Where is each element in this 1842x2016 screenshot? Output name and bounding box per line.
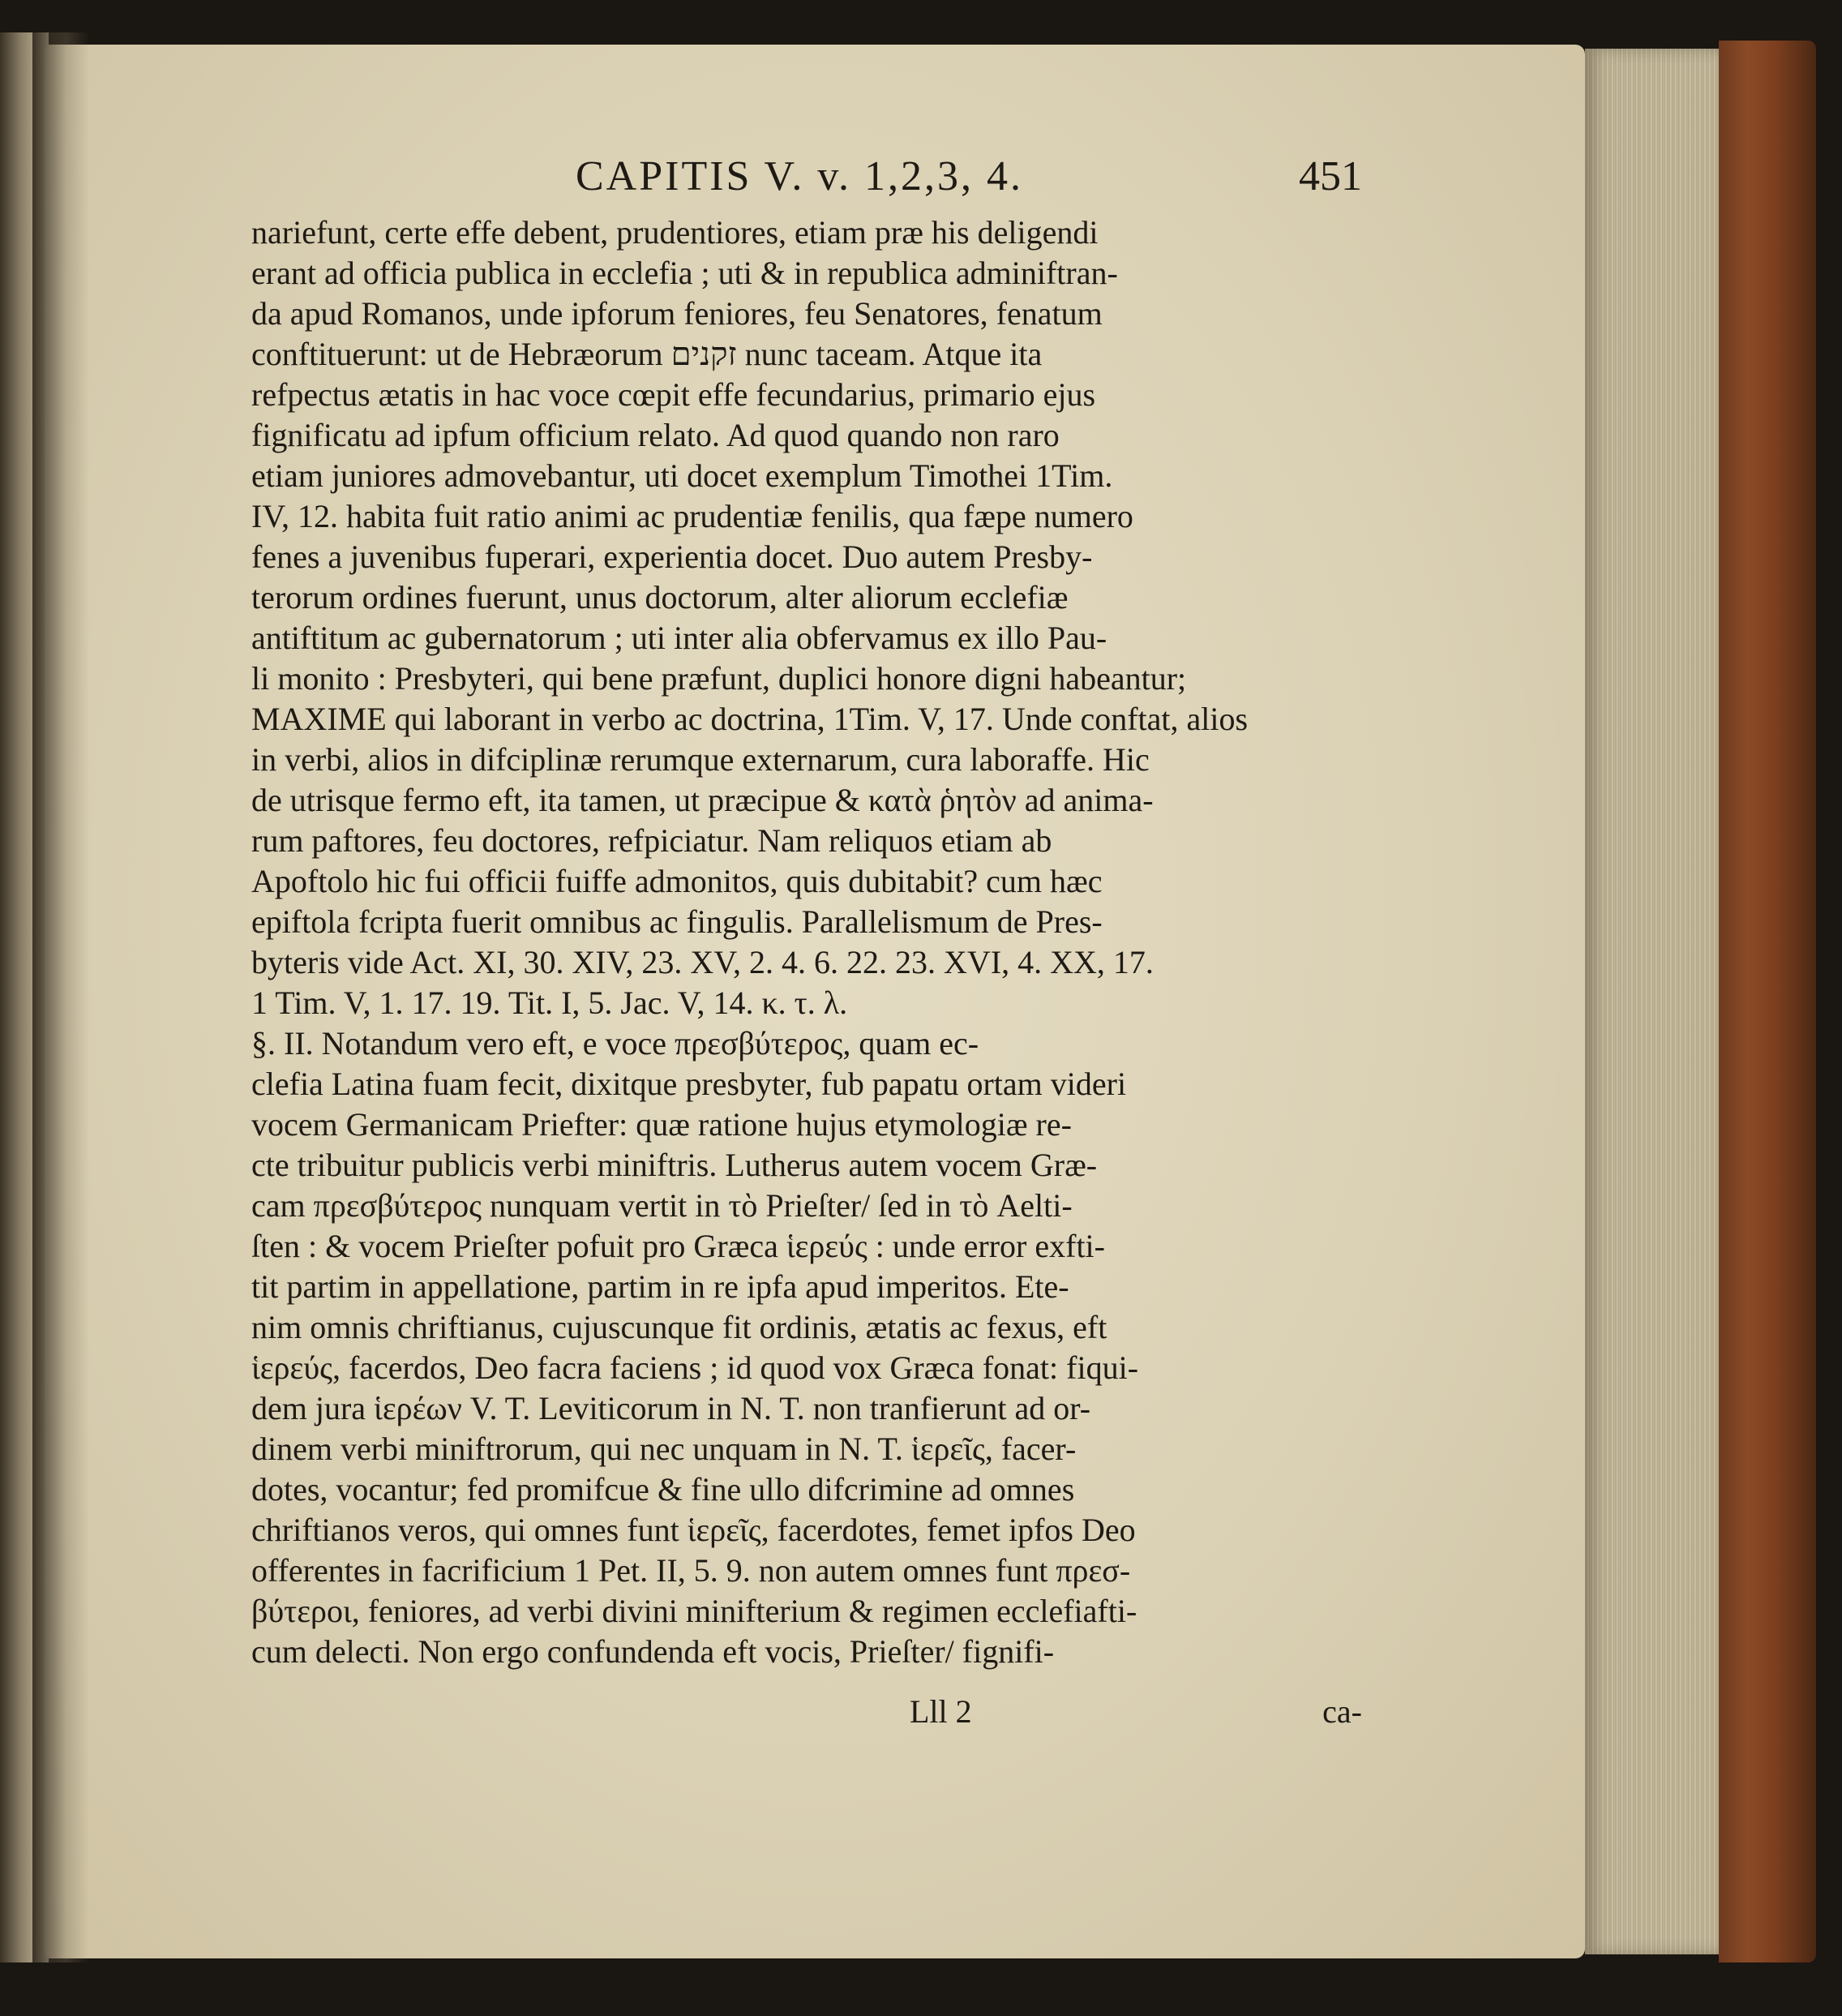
page-footer xyxy=(251,1692,1362,1732)
text-line: conftituerunt: ut de Hebræorum זקנים nunc taceam. Atque ita xyxy=(251,336,1043,372)
text-line: Apoftolo hic fui officii fuiffe admonitos, quis dubitabit? cum hæc xyxy=(251,863,1103,899)
running-title: CAPITIS V. v. 1,2,3, 4. xyxy=(576,153,1024,199)
text-line: cum delecti. Non ergo confundenda eft vocis, Prieſter/ fignifi- xyxy=(251,1633,1055,1670)
page-number: 451 xyxy=(1299,153,1362,199)
text-line: refpectus ætatis in hac voce cœpit effe fecundarius, primario ejus xyxy=(251,376,1096,413)
text-line: byteris vide Act. XI, 30. XIV, 23. XV, 2. 4. 6. 22. 23. XVI, 4. XX, 17. xyxy=(251,944,1154,980)
running-head xyxy=(272,152,1362,209)
signature-mark: Lll 2 xyxy=(910,1693,972,1730)
text-line: 1 Tim. V, 1. 17. 19. Tit. I, 5. Jac. V, 14. κ. τ. λ. xyxy=(251,984,848,1021)
text-line: de utrisque fermo eft, ita tamen, ut præcipue & κατὰ ῥητὸν ad anima- xyxy=(251,782,1154,818)
text-line: rum paftores, feu doctores, refpiciatur. Nam reliquos etiam ab xyxy=(251,822,1052,859)
text-line: terorum ordines fuerunt, unus doctorum, alter aliorum ecclefiæ xyxy=(251,579,1069,616)
text-line: cte tribuitur publicis verbi miniftris. Lutherus autem vocem Græ- xyxy=(251,1147,1098,1183)
text-line: fignificatu ad ipfum officium relato. Ad quod quando non raro xyxy=(251,417,1060,453)
text-line: tit partim in appellatione, partim in re ipfa apud imperitos. Ete- xyxy=(251,1268,1069,1305)
text-line: erant ad officia publica in ecclefia ; uti & in republica adminiftran- xyxy=(251,255,1118,291)
text-line: βύτεροι, feniores, ad verbi divini minifterium & regimen ecclefiafti- xyxy=(251,1593,1137,1629)
text-line: clefia Latina fuam fecit, dixitque presbyter, fub papatu ortam videri xyxy=(251,1066,1127,1102)
text-line: nim omnis chriftianus, cujuscunque fit ordinis, ætatis ac fexus, eft xyxy=(251,1309,1107,1345)
text-line: MAXIME qui laborant in verbo ac doctrina, 1Tim. V, 17. Unde conftat, alios xyxy=(251,701,1249,737)
catchword: ca- xyxy=(1322,1693,1362,1730)
text-line: da apud Romanos, unde ipforum feniores, feu Senatores, fenatum xyxy=(251,295,1103,332)
text-line: ſten : & vocem Prieſter pofuit pro Græca ἱερεύς : unde error exfti- xyxy=(251,1228,1105,1264)
text-line: fenes a juvenibus fuperari, experientia docet. Duo autem Presby- xyxy=(251,538,1093,575)
text-line: nariefunt, certe effe debent, prudentiores, etiam præ his deligendi xyxy=(251,214,1099,251)
text-line: in verbi, alios in difciplinæ rerumque externarum, cura laboraffe. Hic xyxy=(251,741,1150,778)
text-line: etiam juniores admovebantur, uti docet exemplum Timothei 1Tim. xyxy=(251,457,1113,494)
text-line: antiftitum ac gubernatorum ; uti inter alia obfervamus ex illo Pau- xyxy=(251,620,1107,656)
text-line: chriftianos veros, qui omnes funt ἱερεῖς, facerdotes, femet ipfos Deo xyxy=(251,1512,1136,1548)
text-line: ἱερεύς, facerdos, Deo facra faciens ; id quod vox Græca fonat: fiqui- xyxy=(251,1349,1139,1386)
text-line: dem jura ἱερέων V. T. Leviticorum in N. T. non tranfierunt ad or- xyxy=(251,1390,1091,1426)
text-line: epiftola fcripta fuerit omnibus ac fingulis. Parallelismum de Pres- xyxy=(251,903,1103,940)
text-line: IV, 12. habita fuit ratio animi ac prudentiæ fenilis, qua fæpe numero xyxy=(251,498,1133,534)
text-line: dinem verbi miniftrorum, qui nec unquam in N. T. ἱερεῖς, facer- xyxy=(251,1431,1077,1467)
text-line: dotes, vocantur; fed promifcue & fine ullo difcrimine ad omnes xyxy=(251,1471,1075,1508)
text-line: cam πρεσβύτερος nunquam vertit in τὸ Prieſter/ ſed in τὸ Aelti- xyxy=(251,1187,1073,1224)
text-line: offerentes in facrificium 1 Pet. II, 5. 9. non autem omnes funt πρεσ- xyxy=(251,1552,1131,1589)
text-line: vocem Germanicam Priefter: quæ ratione hujus etymologiæ re- xyxy=(251,1106,1072,1143)
text-line: §. II. Notandum vero eft, e voce πρεσβύτερος, quam ec- xyxy=(251,1025,979,1062)
text-line: li monito : Presbyteri, qui bene præfunt, duplici honore digni habeantur; xyxy=(251,660,1187,697)
body-text xyxy=(251,212,1362,1672)
